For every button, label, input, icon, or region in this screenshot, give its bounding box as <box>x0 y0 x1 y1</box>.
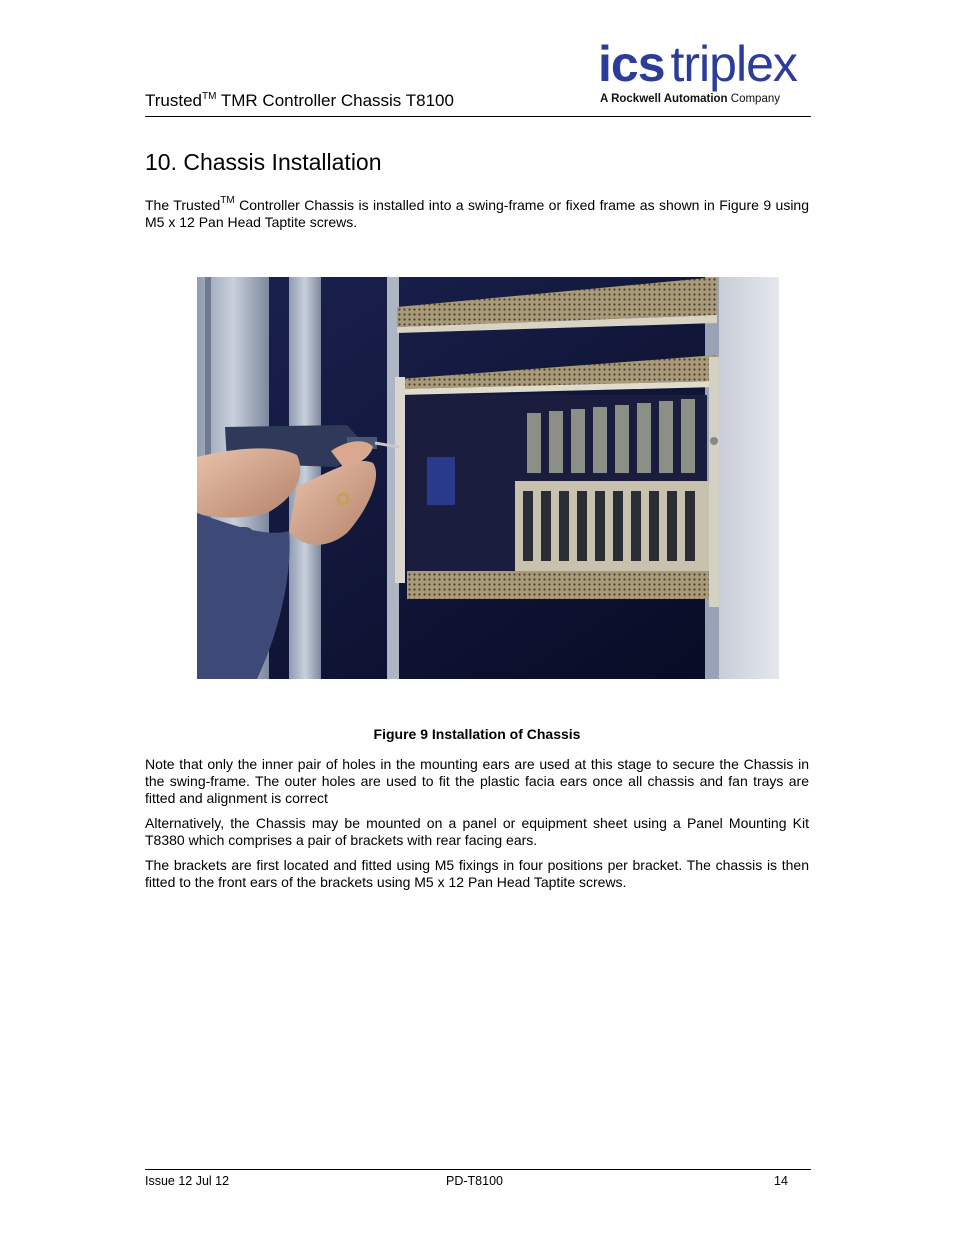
section-heading: 10. Chassis Installation <box>145 149 382 175</box>
ics-triplex-logo <box>598 38 812 110</box>
chassis-installation-photo <box>197 277 779 679</box>
header-divider <box>145 116 811 117</box>
logo-tagline-text: A Rockwell Automation <box>600 93 728 105</box>
chassis-bottom-tray <box>407 571 713 599</box>
right-frame-upright <box>717 277 779 679</box>
footer-issue-date: Issue 12 Jul 12 <box>145 1174 230 1188</box>
intro-rest: Controller Chassis is installed into a swing-frame or fixed frame as shown in Figure 9 using M5 x 12 Pan Head Taptite screws. <box>145 197 810 230</box>
mounting-hole <box>710 437 718 445</box>
logo-triplex: triplex <box>670 36 797 92</box>
logo-company-text: Company <box>730 93 780 105</box>
note-paragraph: Note that only the inner pair of holes in the mounting ears are used at this stage to secure the Chassis in the swing-frame. The outer holes are used to fit the plastic facia ears once all chassis and fan trays are fitted and alignment is correct <box>145 756 809 806</box>
trademark-superscript: TM <box>202 91 217 102</box>
logo-ics: ics <box>598 36 665 92</box>
title-rest: TMR Controller Chassis T8100 <box>216 91 454 110</box>
footer-divider <box>145 1169 811 1170</box>
intro-prefix: The Trusted <box>145 197 221 213</box>
intro-paragraph <box>145 197 809 231</box>
right-mounting-ear <box>709 357 719 607</box>
intro-trademark: TM <box>220 195 235 206</box>
title-prefix: Trusted <box>145 91 203 110</box>
footer-document-id: PD-T8100 <box>446 1174 503 1188</box>
left-mounting-ear <box>395 377 405 583</box>
document-title <box>145 90 454 112</box>
logo-wordmark <box>598 38 797 90</box>
footer-page-number: 14 <box>774 1174 788 1188</box>
brackets-paragraph: The brackets are first located and fitted using M5 fixings in four positions per bracket. The chassis is then fitted to the front ears of the brackets using M5 x 12 Pan Head Taptite screws. <box>145 857 809 890</box>
chassis-label-plate <box>427 457 455 505</box>
logo-tagline <box>600 93 780 105</box>
alternative-paragraph: Alternatively, the Chassis may be mounted on a panel or equipment sheet using a Panel Mounting Kit T8380 which comprises a pair of brackets with rear facing ears. <box>145 815 809 848</box>
figure-caption: Figure 9 Installation of Chassis <box>373 726 581 742</box>
photo-illustration <box>197 277 779 679</box>
